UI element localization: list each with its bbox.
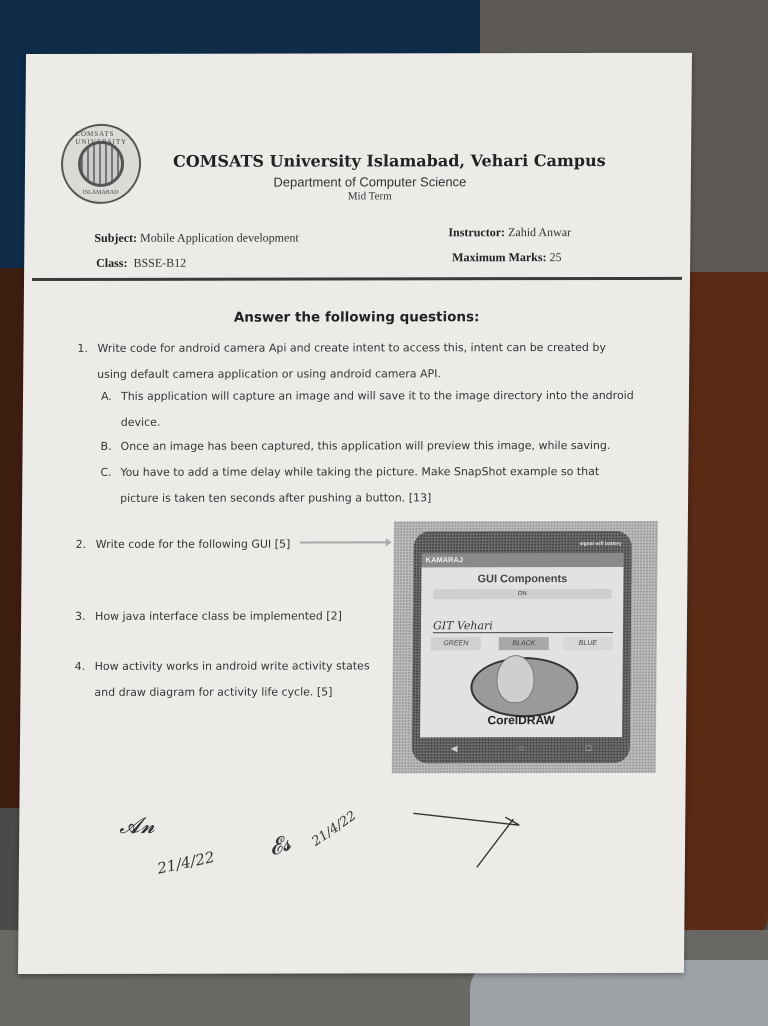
question-1a	[100, 383, 681, 429]
gui-heading: GUI Components	[477, 573, 568, 586]
gui-text-field: GIT Vehari	[433, 619, 613, 633]
app-bar-title: KAMARAJ	[421, 553, 623, 567]
class-value: BSSE-B12	[133, 255, 187, 270]
instructor-row	[448, 225, 571, 240]
part-label: A.	[100, 389, 112, 403]
part-label: C.	[100, 465, 112, 479]
part-text: Once an image has been captured, this application will preview this image, while saving.	[120, 438, 611, 453]
question-number: 3.	[75, 609, 86, 623]
question-1b	[100, 433, 681, 453]
logo-text: CorelDRAW	[487, 713, 555, 728]
department-name: Department of Computer Science	[273, 174, 467, 190]
instructor-value: Zahid Anwar	[508, 225, 572, 240]
question-text: Write code for android camera Api and create intent to access this, intent can be created by	[97, 340, 606, 355]
question-number: 2.	[75, 537, 87, 551]
signature-1-date: 21/4/22	[155, 847, 216, 878]
subject-label: Subject:	[94, 230, 138, 245]
subject-row	[94, 231, 298, 246]
question-number: 1.	[77, 341, 88, 355]
gui-button-black: BLACK	[499, 637, 549, 650]
instructions-heading: Answer the following questions:	[233, 309, 480, 326]
header-divider	[32, 277, 682, 281]
question-text: Write code for the following GUI [5]	[95, 537, 291, 551]
marks-value: 25	[549, 250, 562, 265]
seal-bottom-text: ISLAMABAD	[82, 189, 119, 196]
phone-mockup	[412, 531, 632, 763]
gui-button-green: GREEN	[431, 637, 481, 650]
phone-nav-bar	[420, 741, 622, 755]
class-label: Class:	[96, 255, 128, 270]
class-row	[96, 256, 186, 271]
subject-value: Mobile Application development	[140, 230, 299, 245]
arrow-icon	[300, 541, 388, 543]
question-text: How java interface class be implemented [2]	[95, 609, 342, 623]
home-icon: ○	[518, 743, 525, 754]
part-text-cont: device.	[120, 415, 161, 429]
question-text-cont: using default camera application or using android camera API.	[97, 367, 441, 381]
question-3	[75, 603, 395, 623]
marks-row	[452, 250, 561, 265]
part-text: This application will capture an image and will save it to the image directory into the android	[120, 388, 634, 403]
university-title: COMSATS University Islamabad, Vehari Campus	[172, 150, 606, 171]
recents-icon: □	[585, 743, 592, 754]
signature-1: 𝓐𝓷	[119, 813, 156, 839]
part-text: You have to add a time delay while taking the picture. Make SnapShot example so that	[120, 465, 600, 479]
signature-2: 𝓔𝓼	[265, 830, 295, 862]
question-number: 4.	[74, 659, 86, 673]
back-icon: ◀	[450, 742, 458, 753]
part-text-cont: picture is taken ten seconds after pushing a button. [13]	[120, 491, 432, 505]
marks-label: Maximum Marks:	[452, 250, 547, 265]
question-1	[77, 335, 678, 381]
gui-button-blue: BLUE	[563, 637, 613, 650]
question-1c	[100, 459, 680, 505]
question-text: How activity works in android write activity states	[94, 659, 370, 673]
phone-screen	[420, 567, 623, 737]
exam-paper	[18, 53, 692, 974]
part-label: B.	[100, 439, 112, 453]
gui-screenshot-image	[392, 521, 658, 773]
status-bar-icons: signal wifi battery	[579, 540, 622, 548]
balloon-icon	[496, 655, 534, 703]
signature-2-date: 21/4/22	[309, 808, 360, 850]
question-4	[74, 653, 395, 699]
gui-toggle: ON	[433, 589, 611, 599]
exam-type: Mid Term	[347, 190, 392, 203]
signature-3	[409, 803, 540, 873]
coreldraw-logo-icon	[470, 657, 579, 717]
seal-top-text: COMSATS UNIVERSITY	[75, 129, 128, 146]
instructor-label: Instructor:	[448, 225, 506, 240]
question-text-cont: and draw diagram for activity life cycle. [5]	[94, 685, 333, 699]
